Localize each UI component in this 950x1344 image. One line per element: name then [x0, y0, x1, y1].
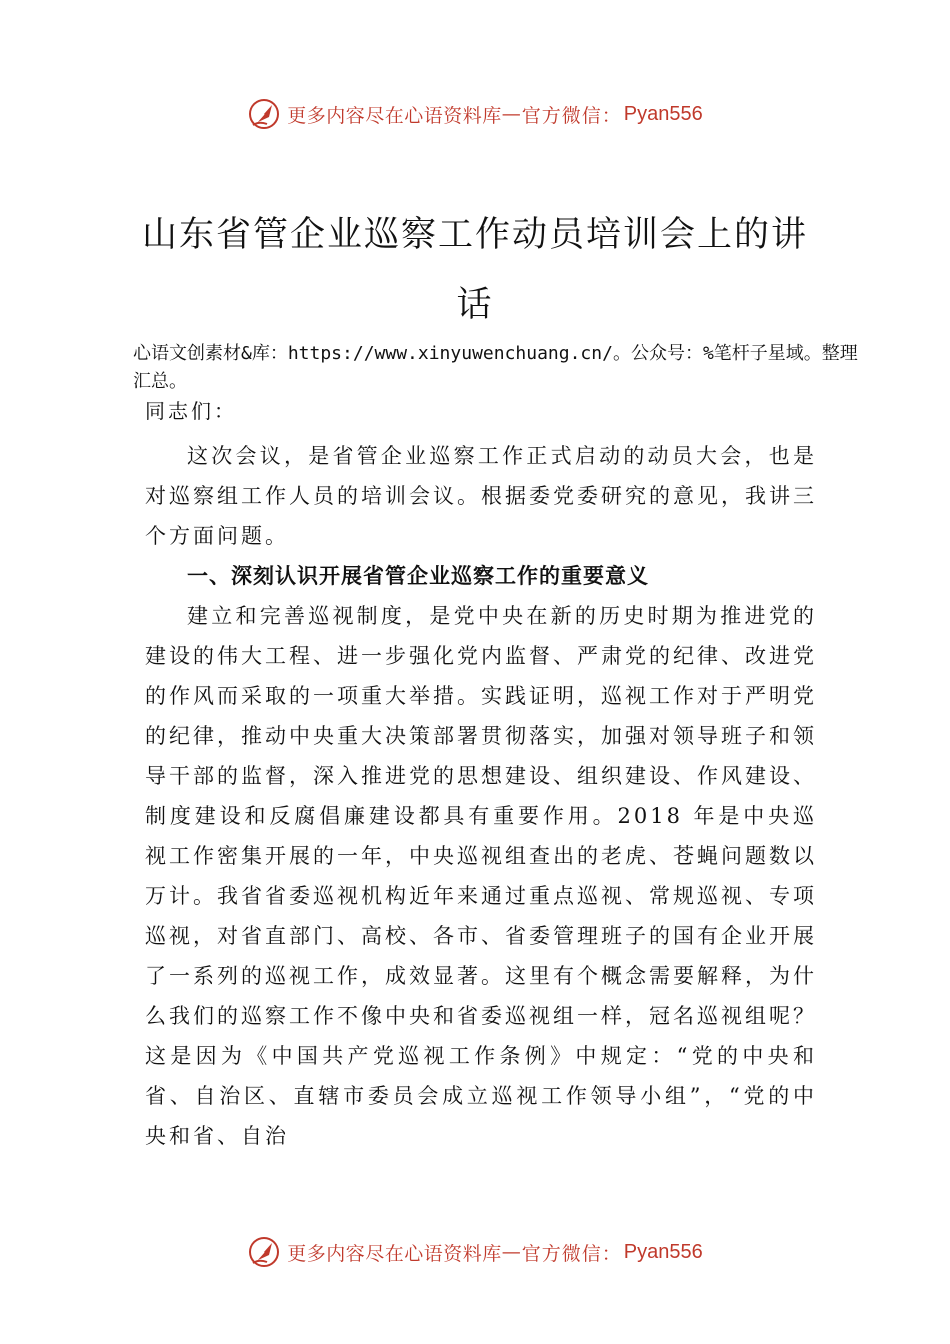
intro-paragraph: 这次会议，是省管企业巡察工作正式启动的动员大会，也是对巡察组工作人员的培训会议。根据委党委研究的意见，我讲三个方面问题。 [145, 444, 817, 548]
wechat-label: 官方微信： [521, 104, 622, 127]
salutation: 同志们： [145, 399, 237, 423]
quill-logo-icon [247, 97, 281, 131]
header-promo-banner[interactable] [0, 94, 950, 134]
promo-dash: — [501, 1241, 522, 1263]
wechat-account: Pyan556 [623, 102, 703, 125]
promo-text: 更多内容尽在心语资料库 [287, 104, 502, 127]
document-body [145, 436, 817, 1156]
section-1-paragraph: 建立和完善巡视制度，是党中央在新的历史时期为推进党的建设的伟大工程、进一步强化党内监督、严肃党的纪律、改进党的作风而采取的一项重大举措。实践证明，巡视工作对于严明党的纪律，推动中央重大决策部署贯彻落实，加强对领导班子和领导干部的监督，深入推进党的思想建设、组织建设、作风建设、制度建设和反腐倡廉建设都具有重要作用。2018 年是中央巡视工作密集开展的一年，中央巡视组查出的老虎、苍蝇问题数以万计。我省省委巡视机构近年来通过重点巡视、常规巡视、专项巡视，对省直部门、高校、各市、省委管理班子的国有企业开展了一系列的巡视工作，成效显著。这里有个概念需要解释，为什么我们的巡察工作不像中央和省委巡视组一样，冠名巡视组呢？这是因为《中国共产党巡视工作条例》中规定：“党的中央和省、自治区、直辖市委员会成立巡视工作领导小组”，“党的中央和省、自治 [145, 604, 817, 1148]
promo-dash: — [501, 103, 522, 125]
section-heading-1: 一、深刻认识开展省管企业巡察工作的重要意义 [187, 564, 649, 588]
quill-logo-icon [247, 1235, 281, 1269]
footer-promo-banner[interactable] [0, 1232, 950, 1272]
wechat-label: 官方微信： [521, 1242, 622, 1265]
source-note: 心语文创素材&库：https://www.xinyuwenchuang.cn/。公众号：%笔杆子星域。整理汇总。 [133, 343, 858, 392]
document-title: 山东省管企业巡察工作动员培训会上的讲话 [141, 215, 808, 325]
wechat-account: Pyan556 [623, 1240, 703, 1263]
promo-text: 更多内容尽在心语资料库 [287, 1242, 502, 1265]
